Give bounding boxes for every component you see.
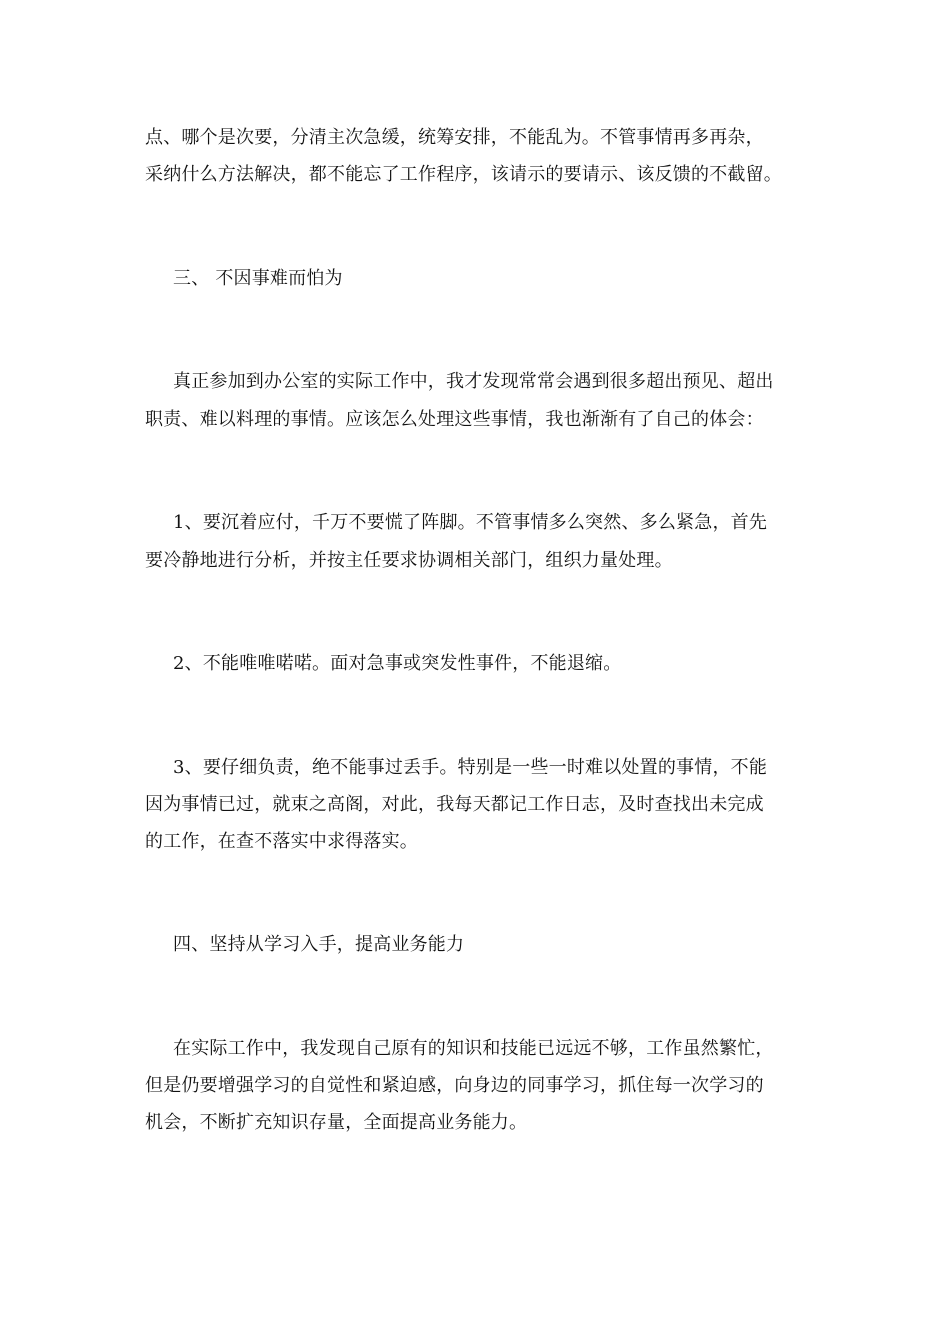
paragraph-4-line-1: 2、不能唯唯喏喏。面对急事或突发性事件，不能退缩。 [173, 653, 622, 674]
paragraph-2-line-1: 真正参加到办公室的实际工作中，我才发现常常会遇到很多超出预见、超出 [173, 371, 774, 392]
paragraph-2-line-2: 职责、难以料理的事情。应该怎么处理这些事情，我也渐渐有了自己的体会： [145, 409, 764, 430]
paragraph-5-line-2: 因为事情已过，就束之高阁，对此，我每天都记工作日志，及时查找出未完成 [145, 794, 764, 815]
paragraph-3-line-2: 要冷静地进行分析，并按主任要求协调相关部门，组织力量处理。 [145, 550, 673, 571]
paragraph-6-line-3: 机会，不断扩充知识存量，全面提高业务能力。 [145, 1112, 528, 1133]
section-heading-4: 四、坚持从学习入手，提高业务能力 [173, 934, 465, 955]
paragraph-6-line-2: 但是仍要增强学习的自觉性和紧迫感，向身边的同事学习，抓住每一次学习的 [145, 1075, 764, 1096]
section-heading-3: 三、 不因事难而怕为 [173, 268, 343, 289]
paragraph-1-line-1: 点、哪个是次要，分清主次急缓，统筹安排，不能乱为。不管事情再多再杂， [145, 127, 764, 148]
paragraph-1-line-2: 采纳什么方法解决，都不能忘了工作程序，该请示的要请示、该反馈的不截留。 [145, 164, 782, 185]
paragraph-6-line-1: 在实际工作中，我发现自己原有的知识和技能已远远不够，工作虽然繁忙， [173, 1038, 774, 1059]
paragraph-3-line-1: 1、要沉着应付，千万不要慌了阵脚。不管事情多么突然、多么紧急，首先 [173, 512, 768, 533]
paragraph-5-line-3: 的工作，在查不落实中求得落实。 [145, 831, 418, 852]
paragraph-5-line-1: 3、要仔细负责，绝不能事过丢手。特别是一些一时难以处置的事情，不能 [173, 757, 768, 778]
